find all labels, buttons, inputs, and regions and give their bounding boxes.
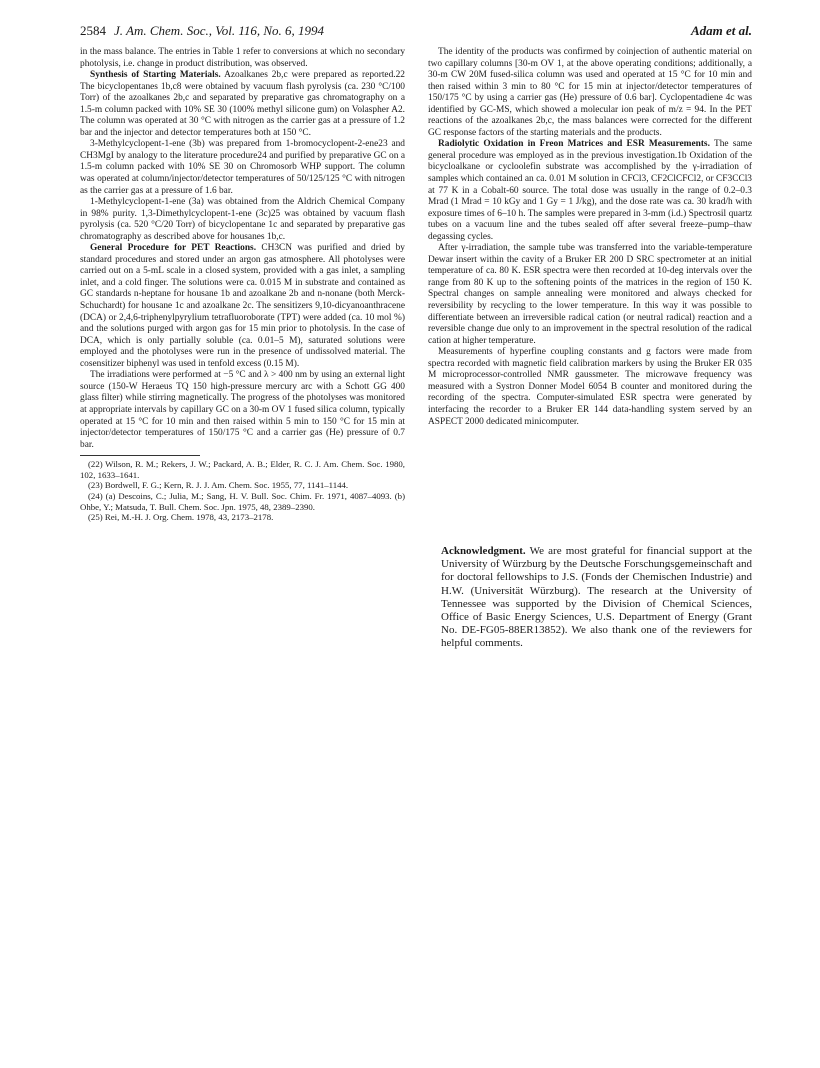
paragraph-continued: in the mass balance. The entries in Table 1 refer to conversions at which no secondary photolysis, i.e. change in product distribution, was observed. [80,47,405,69]
section-heading-synthesis: Synthesis of Starting Materials. [90,70,221,81]
left-column [80,47,405,523]
header-authors: Adam et al. [690,23,752,38]
paragraph-methylcyclopentene: 3-Methylcyclopent-1-ene (3b) was prepared from 1-bromocyclopent-2-ene23 and CH3MgI by analogy to the literature procedure24 and purified by preparative GC on a 1.5-m column packed with 10% SE 30 on Chromosorb WHP support. The column was operated at column/injector/detector temperatures of 50/125/125 °C with nitrogen as the carrier gas at a pressure of 1.6 bar. [80,139,405,196]
header-left [80,22,324,40]
acknowledgment [441,545,752,651]
paragraph-dimethylcyclopentene: 1-Methylcyclopent-1-ene (3a) was obtained from the Aldrich Chemical Company in 98% purity. 1,3-Dimethylcyclopent-1-ene (3c)25 was obtained by vacuum flash pyrolysis (ca. 520 °C/20 Torr) of bicyclopentane 1c and separated by preparative gas chromatography as described above for housanes 1b,c. [80,197,405,242]
paragraph-gamma-irradiation: After γ-irradiation, the sample tube was transferred into the variable-temperature Dewar insert within the cavity of a Bruker ER 200 D SRC spectrometer at an initial temperature of ca. 80 K. ESR spectra were then recorded at 10-deg intervals over the range from 80 K up to the softening points of the matrices in the region of 150 K. Spectral changes on sample annealing were monitored and always checked for reversibility by recycling to the lower temperature. In this way it was possible to differentiate between an irreversible radical cation (or neutral radical) reaction and a reversible change due only to an improvement in the spectral resolution of the radical cation at higher temperature. [428,243,752,346]
reference-23: (23) Bordwell, F. G.; Kern, R. J. J. Am. Chem. Soc. 1955, 77, 1141–1144. [88,480,349,491]
reference-list [80,459,405,523]
paragraph-synthesis-text: Azoalkanes 2b,c were prepared as reported.22 The bicyclopentanes 1b,c8 were obtained by vacuum flash pyrolysis (ca. 230 °C/100 Torr) of the azoalkanes 2b,c and separated by preparative gas chromatography on a 1.5-m column packed with 10% SE 30 (100% methyl silicone gum) on Volaspher A2. The column was operated at 30 °C with nitrogen as the carrier gas at a pressure of 1.2 bar and the injector and detector temperatures both at 150 °C. [80,70,405,138]
right-column [428,47,752,428]
running-header [80,22,752,40]
acknowledgment-heading: Acknowledgment. [441,545,526,557]
footnote-rule [80,455,200,456]
paragraph-radiolytic-text: The same general procedure was employed as in the previous investigation.1b Oxidation of the bicycloalkane or cycloolefin substrate was accomplished by the γ-irradiation of samples which contained an ca. 0.01 M solution in CFCl3, CF2ClCFCl2, or CF3CCl3 at 77 K in a Cobalt-60 source. The total dose was usually in the range of 0.2–0.3 Mrad (1 Mrad = 10 kGy and 1 Gy = 1 J/kg), and the dose rate was ca. 30 krad/h with exposure times of 6–10 h. The samples were prepared in 3-mm (i.d.) Spectrosil quartz tubes on a vacuum line and the tubes sealed off after several freeze–pump–thaw degassing cycles. [428,139,752,242]
paragraph-pet-procedure [80,243,405,370]
journal-citation: J. Am. Chem. Soc., Vol. 116, No. 6, 1994 [114,23,325,38]
reference-22: (22) Wilson, R. M.; Rekers, J. W.; Packard, A. B.; Elder, R. C. J. Am. Chem. Soc. 1980, 102, 1633–1641. [80,459,405,480]
paragraph-hyperfine: Measurements of hyperfine coupling constants and g factors were made from spectra recorded with magnetic field calibration markers by using the Bruker ER 035 M microprocessor-controlled NMR gaussmeter. The microwave frequency was measured with a Systron Donner Model 6054 B counter and monitored during the recording of the spectra. Computer-simulated ESR spectra were generated by interfacing the recorder to a Bruker ER 144 data-handling system served by an ASPECT 2000 dedicated minicomputer. [428,347,752,427]
reference-24: (24) (a) Descoins, C.; Julia, M.; Sang, H. V. Bull. Soc. Chim. Fr. 1971, 4087–4093. (b) Ohbe, Y.; Matsuda, T. Bull. Chem. Soc. Jpn. 1975, 48, 2389–2390. [80,490,405,512]
paragraph-product-identity: The identity of the products was confirmed by coinjection of authentic material on two capillary columns [30-m OV 1, at the above operating conditions; additionally, a 30-m CW 20M fused-silica column was used and operated at 15 °C for 10 min and then raised within 3 min to 80 °C for 15 min at injector/detector temperatures of 150/175 °C by using a carrier gas (He) pressure of 0.6 bar]. Cyclopentadiene 4c was identified by GC-MS, which showed a molecular ion peak of m/z = 94. In the PET reactions of the azoalkanes 2b,c, the mass balances were corrected for the different GC response factors of the starting materials and the products. [428,47,752,138]
paragraph-irradiations: The irradiations were performed at −5 °C and λ > 400 nm by using an external light source (150-W Heraeus TQ 150 high-pressure mercury arc with a Schott GG 400 glass filter) while stirring magnetically. The progress of the photolyses was monitored at appropriate intervals by capillary GC on a 30-m OV 1 fused silica column, typically operated at 15 °C for 10 min and then raised within 5 min to 150 °C for 15 min at injector/detector temperatures of 150/175 °C and a carrier gas (He) pressure of 0.7 bar. [80,370,405,450]
acknowledgment-text: We are most grateful for financial support at the University of Würzburg by the Deutsche Forschungsgemeinschaft and for doctoral fellowships to J.S. (Fonds der Chemischen Industrie) and H.W. (Universität Würzburg). The research at the University of Tennessee was supported by the Division of Chemical Sciences, Office of Basic Energy Sciences, U.S. Department of Energy (Grant No. DE-FG05-88ER13852). We also thank one of the reviewers for helpful comments. [441,545,752,650]
page-number: 2584 [80,23,106,38]
paragraph-radiolytic [428,139,752,243]
section-heading-pet: General Procedure for PET Reactions. [90,243,257,254]
paragraph-pet-text: CH3CN was purified and dried by standard procedures and stored under an argon gas atmosphere. All photolyses were carried out on a 5-mL scale in a closed system, provided with a gas inlet, a sampling inlet, and a cold finger. The solutions were ca. 0.015 M in substrate and contained as GC standards n-heptane for housane 1b and azoalkane 2b and n-nonane (both Merck-Schuchardt) for housane 1c and azoalkane 2c. The sensitizers 9,10-dicyanoanthracene (DCA) or 2,4,6-triphenylpyrylium tetrafluoroborate (TPT) were added (ca. 10 mol %) and the solutions purged with argon gas for 15 min prior to photolysis. In the case of DCA, which is only partially soluble (ca. 0.01–5 M), saturated solutions were employed and the photolyses were run in the presence of undissolved material. The cosensitizer biphenyl was used in tenfold excess (0.15 M). [80,243,405,369]
paragraph-synthesis [80,70,405,139]
reference-25: (25) Rei, M.-H. J. Org. Chem. 1978, 43, 2173–2178. [88,512,274,523]
section-heading-radiolytic: Radiolytic Oxidation in Freon Matrices and ESR Measurements. [438,139,710,150]
